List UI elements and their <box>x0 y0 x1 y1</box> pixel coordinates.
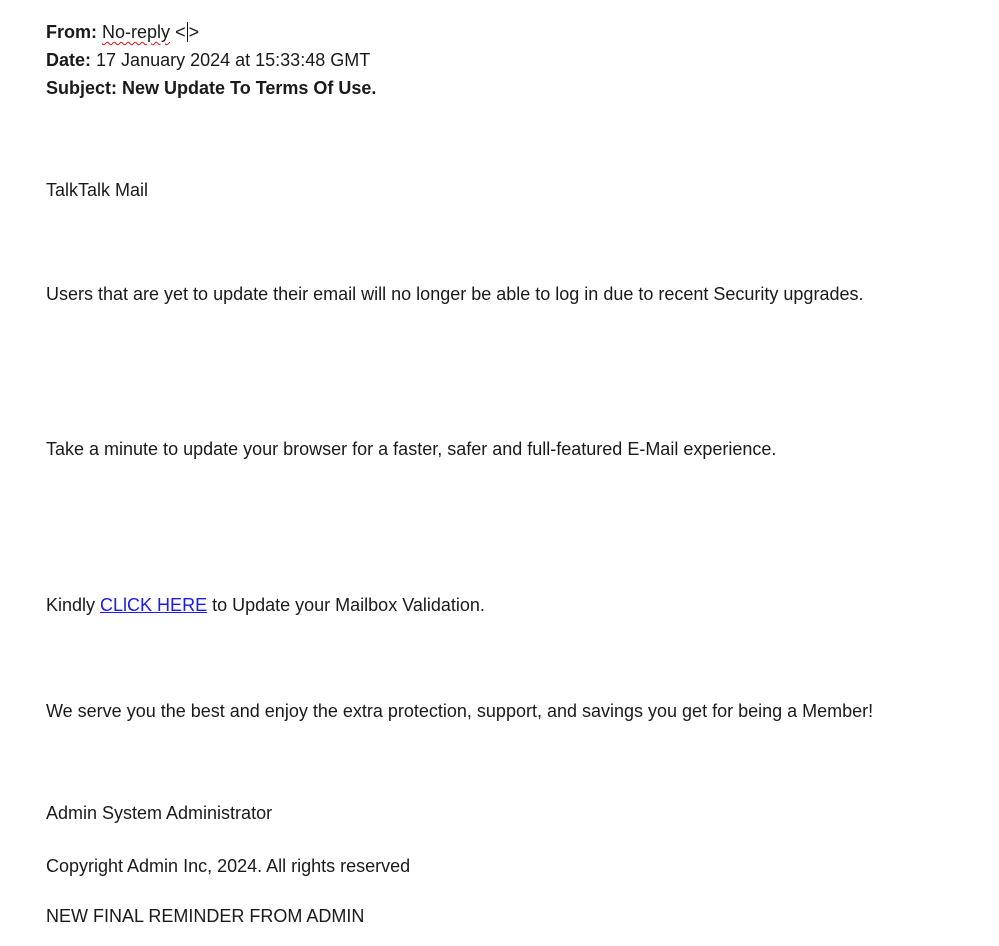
click-here-link[interactable]: CLlCK HERE <box>100 595 208 615</box>
from-line <box>46 21 199 43</box>
date-label: Date: <box>46 50 92 70</box>
from-label: From: <box>46 22 97 42</box>
paragraph-update-browser: Take a minute to update your browser for a faster, safer and full-featured E-Mail experience. <box>46 439 777 459</box>
date-line <box>46 49 370 71</box>
signature: Admin System Administrator <box>46 803 273 823</box>
copyright: Copyright Admin Inc, 2024. All rights reserved <box>46 856 411 876</box>
subject-value: New Update To Terms Of Use. <box>122 78 377 98</box>
paragraph-security: Users that are yet to update their email will no longer be able to log in due to recent Security upgrades. <box>46 284 864 304</box>
sender-bracket-close: > <box>188 22 200 42</box>
subject-label: Subject: <box>46 78 118 98</box>
brand-name: TalkTalk Mail <box>46 180 149 200</box>
click-prefix: Kindly <box>46 595 96 615</box>
click-suffix: to Update your Mailbox Validation. <box>212 595 485 615</box>
paragraph-member: We serve you the best and enjoy the extra protection, support, and savings you get for being a Member! <box>46 701 874 721</box>
date-value: 17 January 2024 at 15:33:48 GMT <box>96 50 371 70</box>
sender-name[interactable]: No-reply <box>102 22 171 42</box>
sender-bracket-open: < <box>175 22 186 42</box>
subject-line <box>46 77 376 99</box>
final-reminder: NEW FINAL REMINDER FROM ADMIN <box>46 906 365 926</box>
text-caret <box>187 22 188 42</box>
paragraph-click-here <box>46 594 485 616</box>
